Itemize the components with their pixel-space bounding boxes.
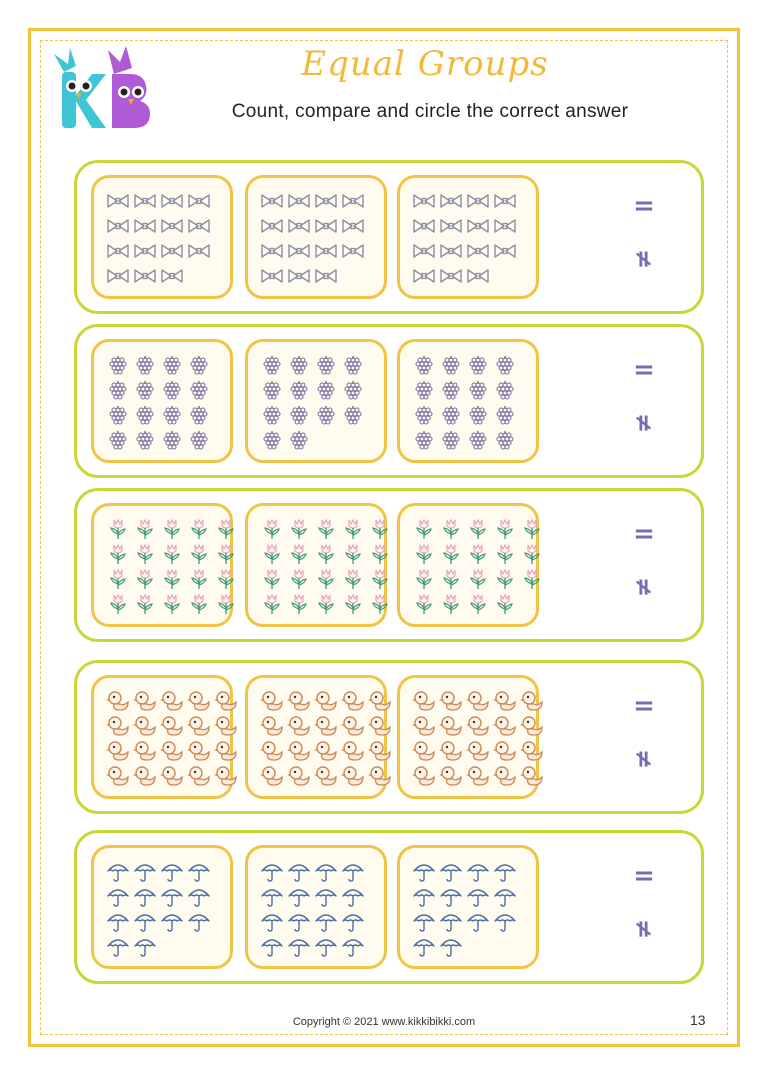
bow-icon	[412, 265, 436, 287]
grapes-icon	[439, 429, 463, 451]
bow-icon	[341, 190, 365, 212]
grapes-icon	[314, 354, 338, 376]
bow-icon	[493, 190, 517, 212]
bow-icon	[412, 240, 436, 262]
tulip-icon	[133, 543, 157, 565]
grapes-icon	[412, 404, 436, 426]
tulip-icon	[106, 543, 130, 565]
duck-icon	[493, 690, 517, 712]
bow-icon	[106, 215, 130, 237]
tulip-icon	[214, 543, 238, 565]
tulip-icon	[187, 543, 211, 565]
bow-icon	[106, 240, 130, 262]
tulip-icon	[439, 518, 463, 540]
umbrella-icon	[341, 860, 365, 882]
tulip-icon	[368, 518, 392, 540]
umbrella-icon	[187, 885, 211, 907]
duck-icon	[493, 740, 517, 762]
duck-icon	[412, 740, 436, 762]
duck-icon	[466, 690, 490, 712]
bow-icon	[314, 265, 338, 287]
umbrella-icon	[260, 935, 284, 957]
umbrella-icon	[314, 935, 338, 957]
duck-icon	[287, 740, 311, 762]
duck-icon	[412, 690, 436, 712]
bow-icon	[341, 240, 365, 262]
copyright-footer: Copyright © 2021 www.kikkibikki.com	[292, 1016, 476, 1028]
bow-icon	[439, 265, 463, 287]
tulip-icon	[214, 518, 238, 540]
bow-icon	[133, 215, 157, 237]
duck-icon	[106, 715, 130, 737]
duck-icon	[439, 765, 463, 787]
grapes-icon	[133, 354, 157, 376]
tulip-icon	[133, 518, 157, 540]
equal-sign-choice[interactable]: =	[633, 519, 655, 549]
duck-icon	[314, 765, 338, 787]
grapes-icon	[260, 379, 284, 401]
bow-icon	[287, 265, 311, 287]
bow-icon	[439, 215, 463, 237]
umbrella-icon	[412, 935, 436, 957]
item-group-box	[91, 339, 233, 463]
bow-icon	[187, 215, 211, 237]
duck-icon	[214, 765, 238, 787]
umbrella-icon	[287, 860, 311, 882]
umbrella-icon	[106, 935, 130, 957]
tulip-icon	[260, 568, 284, 590]
duck-icon	[106, 765, 130, 787]
grapes-icon	[133, 429, 157, 451]
tulip-icon	[106, 518, 130, 540]
page-title: Equal Groups	[301, 44, 549, 84]
bow-icon	[260, 265, 284, 287]
bow-icon	[287, 240, 311, 262]
duck-icon	[187, 715, 211, 737]
duck-icon	[466, 765, 490, 787]
bow-icon	[287, 190, 311, 212]
bow-icon	[187, 240, 211, 262]
kb-logo	[52, 46, 162, 134]
tulip-icon	[314, 518, 338, 540]
tulip-icon	[133, 593, 157, 615]
grapes-icon	[493, 379, 517, 401]
duck-icon	[160, 740, 184, 762]
comparison-row	[74, 324, 704, 478]
duck-icon	[133, 715, 157, 737]
duck-icon	[160, 690, 184, 712]
tulip-icon	[314, 543, 338, 565]
grapes-icon	[466, 404, 490, 426]
grapes-icon	[466, 354, 490, 376]
bow-icon	[493, 240, 517, 262]
grapes-icon	[287, 429, 311, 451]
bow-icon	[412, 190, 436, 212]
grapes-icon	[133, 404, 157, 426]
duck-icon	[341, 715, 365, 737]
umbrella-icon	[493, 910, 517, 932]
bow-icon	[133, 240, 157, 262]
duck-icon	[439, 740, 463, 762]
item-group-box	[245, 175, 387, 299]
not-equal-sign-choice[interactable]: ≠	[630, 412, 658, 434]
duck-icon	[133, 690, 157, 712]
tulip-icon	[133, 568, 157, 590]
tulip-icon	[368, 593, 392, 615]
duck-icon	[493, 715, 517, 737]
duck-icon	[287, 690, 311, 712]
duck-icon	[187, 765, 211, 787]
tulip-icon	[412, 568, 436, 590]
umbrella-icon	[341, 910, 365, 932]
grapes-icon	[412, 354, 436, 376]
grapes-icon	[106, 429, 130, 451]
comparison-row	[74, 488, 704, 642]
tulip-icon	[314, 568, 338, 590]
duck-icon	[106, 740, 130, 762]
bow-icon	[106, 190, 130, 212]
tulip-icon	[439, 543, 463, 565]
tulip-icon	[341, 518, 365, 540]
grapes-icon	[341, 379, 365, 401]
grapes-icon	[466, 429, 490, 451]
bow-icon	[439, 240, 463, 262]
comparison-row	[74, 830, 704, 984]
grapes-icon	[439, 379, 463, 401]
duck-icon	[412, 765, 436, 787]
grapes-icon	[160, 354, 184, 376]
tulip-icon	[106, 568, 130, 590]
tulip-icon	[160, 518, 184, 540]
tulip-icon	[341, 543, 365, 565]
umbrella-icon	[493, 885, 517, 907]
umbrella-icon	[106, 885, 130, 907]
tulip-icon	[520, 543, 544, 565]
tulip-icon	[493, 518, 517, 540]
grapes-icon	[187, 404, 211, 426]
duck-icon	[439, 690, 463, 712]
tulip-icon	[287, 543, 311, 565]
grapes-icon	[187, 379, 211, 401]
tulip-icon	[520, 518, 544, 540]
grapes-icon	[439, 354, 463, 376]
bow-icon	[106, 265, 130, 287]
tulip-icon	[341, 593, 365, 615]
umbrella-icon	[160, 885, 184, 907]
bow-icon	[341, 215, 365, 237]
bow-icon	[466, 190, 490, 212]
bow-icon	[466, 240, 490, 262]
tulip-icon	[412, 543, 436, 565]
tulip-icon	[160, 568, 184, 590]
grapes-icon	[106, 404, 130, 426]
bow-icon	[260, 240, 284, 262]
tulip-icon	[214, 568, 238, 590]
equal-sign-choice[interactable]: =	[633, 191, 655, 221]
bow-icon	[287, 215, 311, 237]
tulip-icon	[260, 543, 284, 565]
grapes-icon	[493, 354, 517, 376]
not-equal-sign-choice[interactable]: ≠	[630, 576, 658, 598]
duck-icon	[260, 765, 284, 787]
bow-icon	[160, 215, 184, 237]
grapes-icon	[287, 404, 311, 426]
umbrella-icon	[133, 910, 157, 932]
item-group-box	[245, 675, 387, 799]
tulip-icon	[187, 518, 211, 540]
bow-icon	[133, 190, 157, 212]
grapes-icon	[187, 429, 211, 451]
grapes-icon	[160, 429, 184, 451]
umbrella-icon	[133, 860, 157, 882]
tulip-icon	[412, 593, 436, 615]
item-group-box	[91, 845, 233, 969]
umbrella-icon	[314, 910, 338, 932]
grapes-icon	[466, 379, 490, 401]
bow-icon	[160, 265, 184, 287]
item-group-box	[245, 503, 387, 627]
duck-icon	[260, 715, 284, 737]
umbrella-icon	[287, 885, 311, 907]
duck-icon	[160, 715, 184, 737]
duck-icon	[214, 715, 238, 737]
duck-icon	[341, 740, 365, 762]
not-equal-sign-choice[interactable]: ≠	[630, 748, 658, 770]
tulip-icon	[160, 593, 184, 615]
duck-icon	[106, 690, 130, 712]
duck-icon	[314, 715, 338, 737]
tulip-icon	[520, 568, 544, 590]
tulip-icon	[368, 568, 392, 590]
umbrella-icon	[439, 935, 463, 957]
duck-icon	[520, 765, 544, 787]
umbrella-icon	[439, 885, 463, 907]
tulip-icon	[106, 593, 130, 615]
duck-icon	[287, 765, 311, 787]
bow-icon	[314, 215, 338, 237]
umbrella-icon	[287, 935, 311, 957]
page-number: 13	[690, 1012, 706, 1028]
umbrella-icon	[412, 860, 436, 882]
duck-icon	[439, 715, 463, 737]
duck-icon	[466, 740, 490, 762]
bow-icon	[160, 240, 184, 262]
item-group-box	[245, 339, 387, 463]
item-group-box	[91, 175, 233, 299]
duck-icon	[260, 740, 284, 762]
bow-icon	[260, 215, 284, 237]
umbrella-icon	[412, 885, 436, 907]
tulip-icon	[287, 593, 311, 615]
tulip-icon	[493, 593, 517, 615]
bow-icon	[133, 265, 157, 287]
umbrella-icon	[466, 860, 490, 882]
umbrella-icon	[260, 885, 284, 907]
item-group-box	[397, 175, 539, 299]
item-group-box	[245, 845, 387, 969]
tulip-icon	[439, 593, 463, 615]
duck-icon	[368, 765, 392, 787]
tulip-icon	[368, 543, 392, 565]
duck-icon	[214, 740, 238, 762]
grapes-icon	[160, 379, 184, 401]
page-subtitle: Count, compare and circle the correct answer	[231, 101, 629, 122]
grapes-icon	[260, 404, 284, 426]
tulip-icon	[260, 518, 284, 540]
item-group-box	[91, 675, 233, 799]
duck-icon	[368, 740, 392, 762]
duck-icon	[314, 690, 338, 712]
umbrella-icon	[133, 935, 157, 957]
duck-icon	[412, 715, 436, 737]
item-group-box	[397, 845, 539, 969]
tulip-icon	[493, 543, 517, 565]
grapes-icon	[493, 429, 517, 451]
grapes-icon	[412, 379, 436, 401]
equal-sign-choice[interactable]: =	[633, 861, 655, 891]
tulip-icon	[160, 543, 184, 565]
tulip-icon	[466, 568, 490, 590]
duck-icon	[520, 690, 544, 712]
comparison-row	[74, 160, 704, 314]
tulip-icon	[287, 518, 311, 540]
umbrella-icon	[106, 860, 130, 882]
equal-sign-choice[interactable]: =	[633, 355, 655, 385]
duck-icon	[493, 765, 517, 787]
grapes-icon	[439, 404, 463, 426]
grapes-icon	[133, 379, 157, 401]
umbrella-icon	[314, 885, 338, 907]
logo-k-letter	[54, 48, 106, 128]
umbrella-icon	[466, 910, 490, 932]
grapes-icon	[314, 379, 338, 401]
umbrella-icon	[160, 860, 184, 882]
umbrella-icon	[439, 860, 463, 882]
bow-icon	[160, 190, 184, 212]
duck-icon	[520, 715, 544, 737]
grapes-icon	[341, 404, 365, 426]
umbrella-icon	[187, 910, 211, 932]
duck-icon	[368, 690, 392, 712]
umbrella-icon	[341, 935, 365, 957]
not-equal-sign-choice[interactable]: ≠	[630, 918, 658, 940]
duck-icon	[187, 690, 211, 712]
duck-icon	[214, 690, 238, 712]
umbrella-icon	[133, 885, 157, 907]
bow-icon	[439, 190, 463, 212]
not-equal-sign-choice[interactable]: ≠	[630, 248, 658, 270]
bow-icon	[314, 240, 338, 262]
tulip-icon	[287, 568, 311, 590]
bow-icon	[412, 215, 436, 237]
bow-icon	[260, 190, 284, 212]
duck-icon	[520, 740, 544, 762]
umbrella-icon	[106, 910, 130, 932]
tulip-icon	[187, 568, 211, 590]
grapes-icon	[187, 354, 211, 376]
umbrella-icon	[439, 910, 463, 932]
grapes-icon	[341, 354, 365, 376]
umbrella-icon	[314, 860, 338, 882]
duck-icon	[466, 715, 490, 737]
grapes-icon	[287, 354, 311, 376]
duck-icon	[368, 715, 392, 737]
logo-b-letter	[108, 46, 150, 128]
tulip-icon	[466, 593, 490, 615]
item-group-box	[91, 503, 233, 627]
umbrella-icon	[160, 910, 184, 932]
umbrella-icon	[260, 860, 284, 882]
duck-icon	[314, 740, 338, 762]
duck-icon	[133, 740, 157, 762]
duck-icon	[187, 740, 211, 762]
umbrella-icon	[187, 860, 211, 882]
item-group-box	[397, 339, 539, 463]
umbrella-icon	[412, 910, 436, 932]
equal-sign-choice[interactable]: =	[633, 691, 655, 721]
grapes-icon	[287, 379, 311, 401]
grapes-icon	[412, 429, 436, 451]
grapes-icon	[160, 404, 184, 426]
duck-icon	[260, 690, 284, 712]
bow-icon	[314, 190, 338, 212]
item-group-box	[397, 675, 539, 799]
duck-icon	[287, 715, 311, 737]
bow-icon	[466, 215, 490, 237]
item-group-box	[397, 503, 539, 627]
tulip-icon	[260, 593, 284, 615]
comparison-row	[74, 660, 704, 814]
duck-icon	[133, 765, 157, 787]
tulip-icon	[412, 518, 436, 540]
tulip-icon	[314, 593, 338, 615]
umbrella-icon	[466, 885, 490, 907]
bow-icon	[466, 265, 490, 287]
umbrella-icon	[493, 860, 517, 882]
bow-icon	[187, 190, 211, 212]
umbrella-icon	[341, 885, 365, 907]
bow-icon	[493, 215, 517, 237]
tulip-icon	[466, 518, 490, 540]
umbrella-icon	[260, 910, 284, 932]
grapes-icon	[314, 404, 338, 426]
tulip-icon	[341, 568, 365, 590]
tulip-icon	[466, 543, 490, 565]
grapes-icon	[493, 404, 517, 426]
duck-icon	[341, 765, 365, 787]
tulip-icon	[439, 568, 463, 590]
duck-icon	[341, 690, 365, 712]
umbrella-icon	[287, 910, 311, 932]
grapes-icon	[106, 354, 130, 376]
tulip-icon	[187, 593, 211, 615]
tulip-icon	[214, 593, 238, 615]
grapes-icon	[260, 429, 284, 451]
duck-icon	[160, 765, 184, 787]
tulip-icon	[493, 568, 517, 590]
grapes-icon	[106, 379, 130, 401]
grapes-icon	[260, 354, 284, 376]
